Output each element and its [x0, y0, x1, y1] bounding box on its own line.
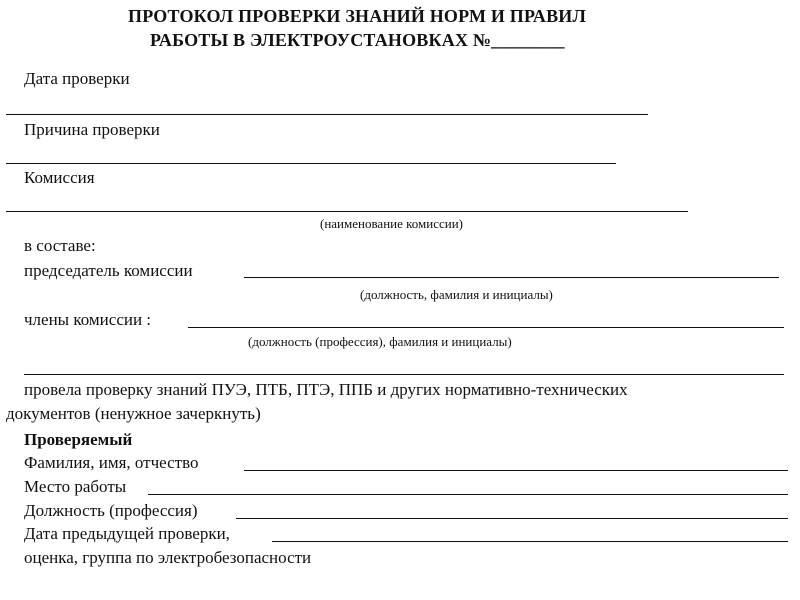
- date-fill-line[interactable]: [6, 114, 648, 115]
- chairman-label: председатель комиссии: [24, 261, 193, 280]
- workplace-fill-line[interactable]: [148, 494, 788, 495]
- commission-hint: (наименование комиссии): [320, 216, 464, 231]
- workplace-label: Место работы: [24, 477, 127, 496]
- composition-label: в составе:: [24, 236, 96, 255]
- members-extra-line[interactable]: [24, 374, 784, 375]
- title-line-1: ПРОТОКОЛ ПРОВЕРКИ ЗНАНИЙ НОРМ И ПРАВИЛ: [128, 6, 587, 26]
- title-line-2: РАБОТЫ В ЭЛЕКТРОУСТАНОВКАХ №________: [150, 30, 565, 50]
- reason-label: Причина проверки: [24, 120, 160, 139]
- position-label: Должность (профессия): [24, 501, 198, 520]
- grade-label: оценка, группа по электробезопасности: [24, 548, 312, 567]
- chairman-hint: (должность, фамилия и инициалы): [360, 287, 553, 302]
- prev-date-label: Дата предыдущей проверки,: [24, 524, 230, 543]
- position-fill-line[interactable]: [236, 518, 788, 519]
- name-label: Фамилия, имя, отчество: [24, 453, 199, 472]
- check-statement-line-1: провела проверку знаний ПУЭ, ПТБ, ПТЭ, ППБ и других нормативно-технических: [24, 380, 628, 399]
- check-statement-line-2: документов (ненужное зачеркнуть): [6, 404, 261, 423]
- prev-date-fill-line[interactable]: [272, 541, 788, 542]
- members-label: члены комиссии :: [24, 310, 152, 329]
- examinee-heading: Проверяемый: [24, 430, 133, 449]
- commission-fill-line[interactable]: [6, 211, 688, 212]
- members-hint: (должность (профессия), фамилия и инициалы): [248, 334, 512, 349]
- members-fill-line[interactable]: [188, 327, 784, 328]
- date-label: Дата проверки: [24, 69, 130, 88]
- commission-label: Комиссия: [24, 168, 95, 187]
- name-fill-line[interactable]: [244, 470, 788, 471]
- chairman-fill-line[interactable]: [244, 277, 779, 278]
- reason-fill-line[interactable]: [6, 163, 616, 164]
